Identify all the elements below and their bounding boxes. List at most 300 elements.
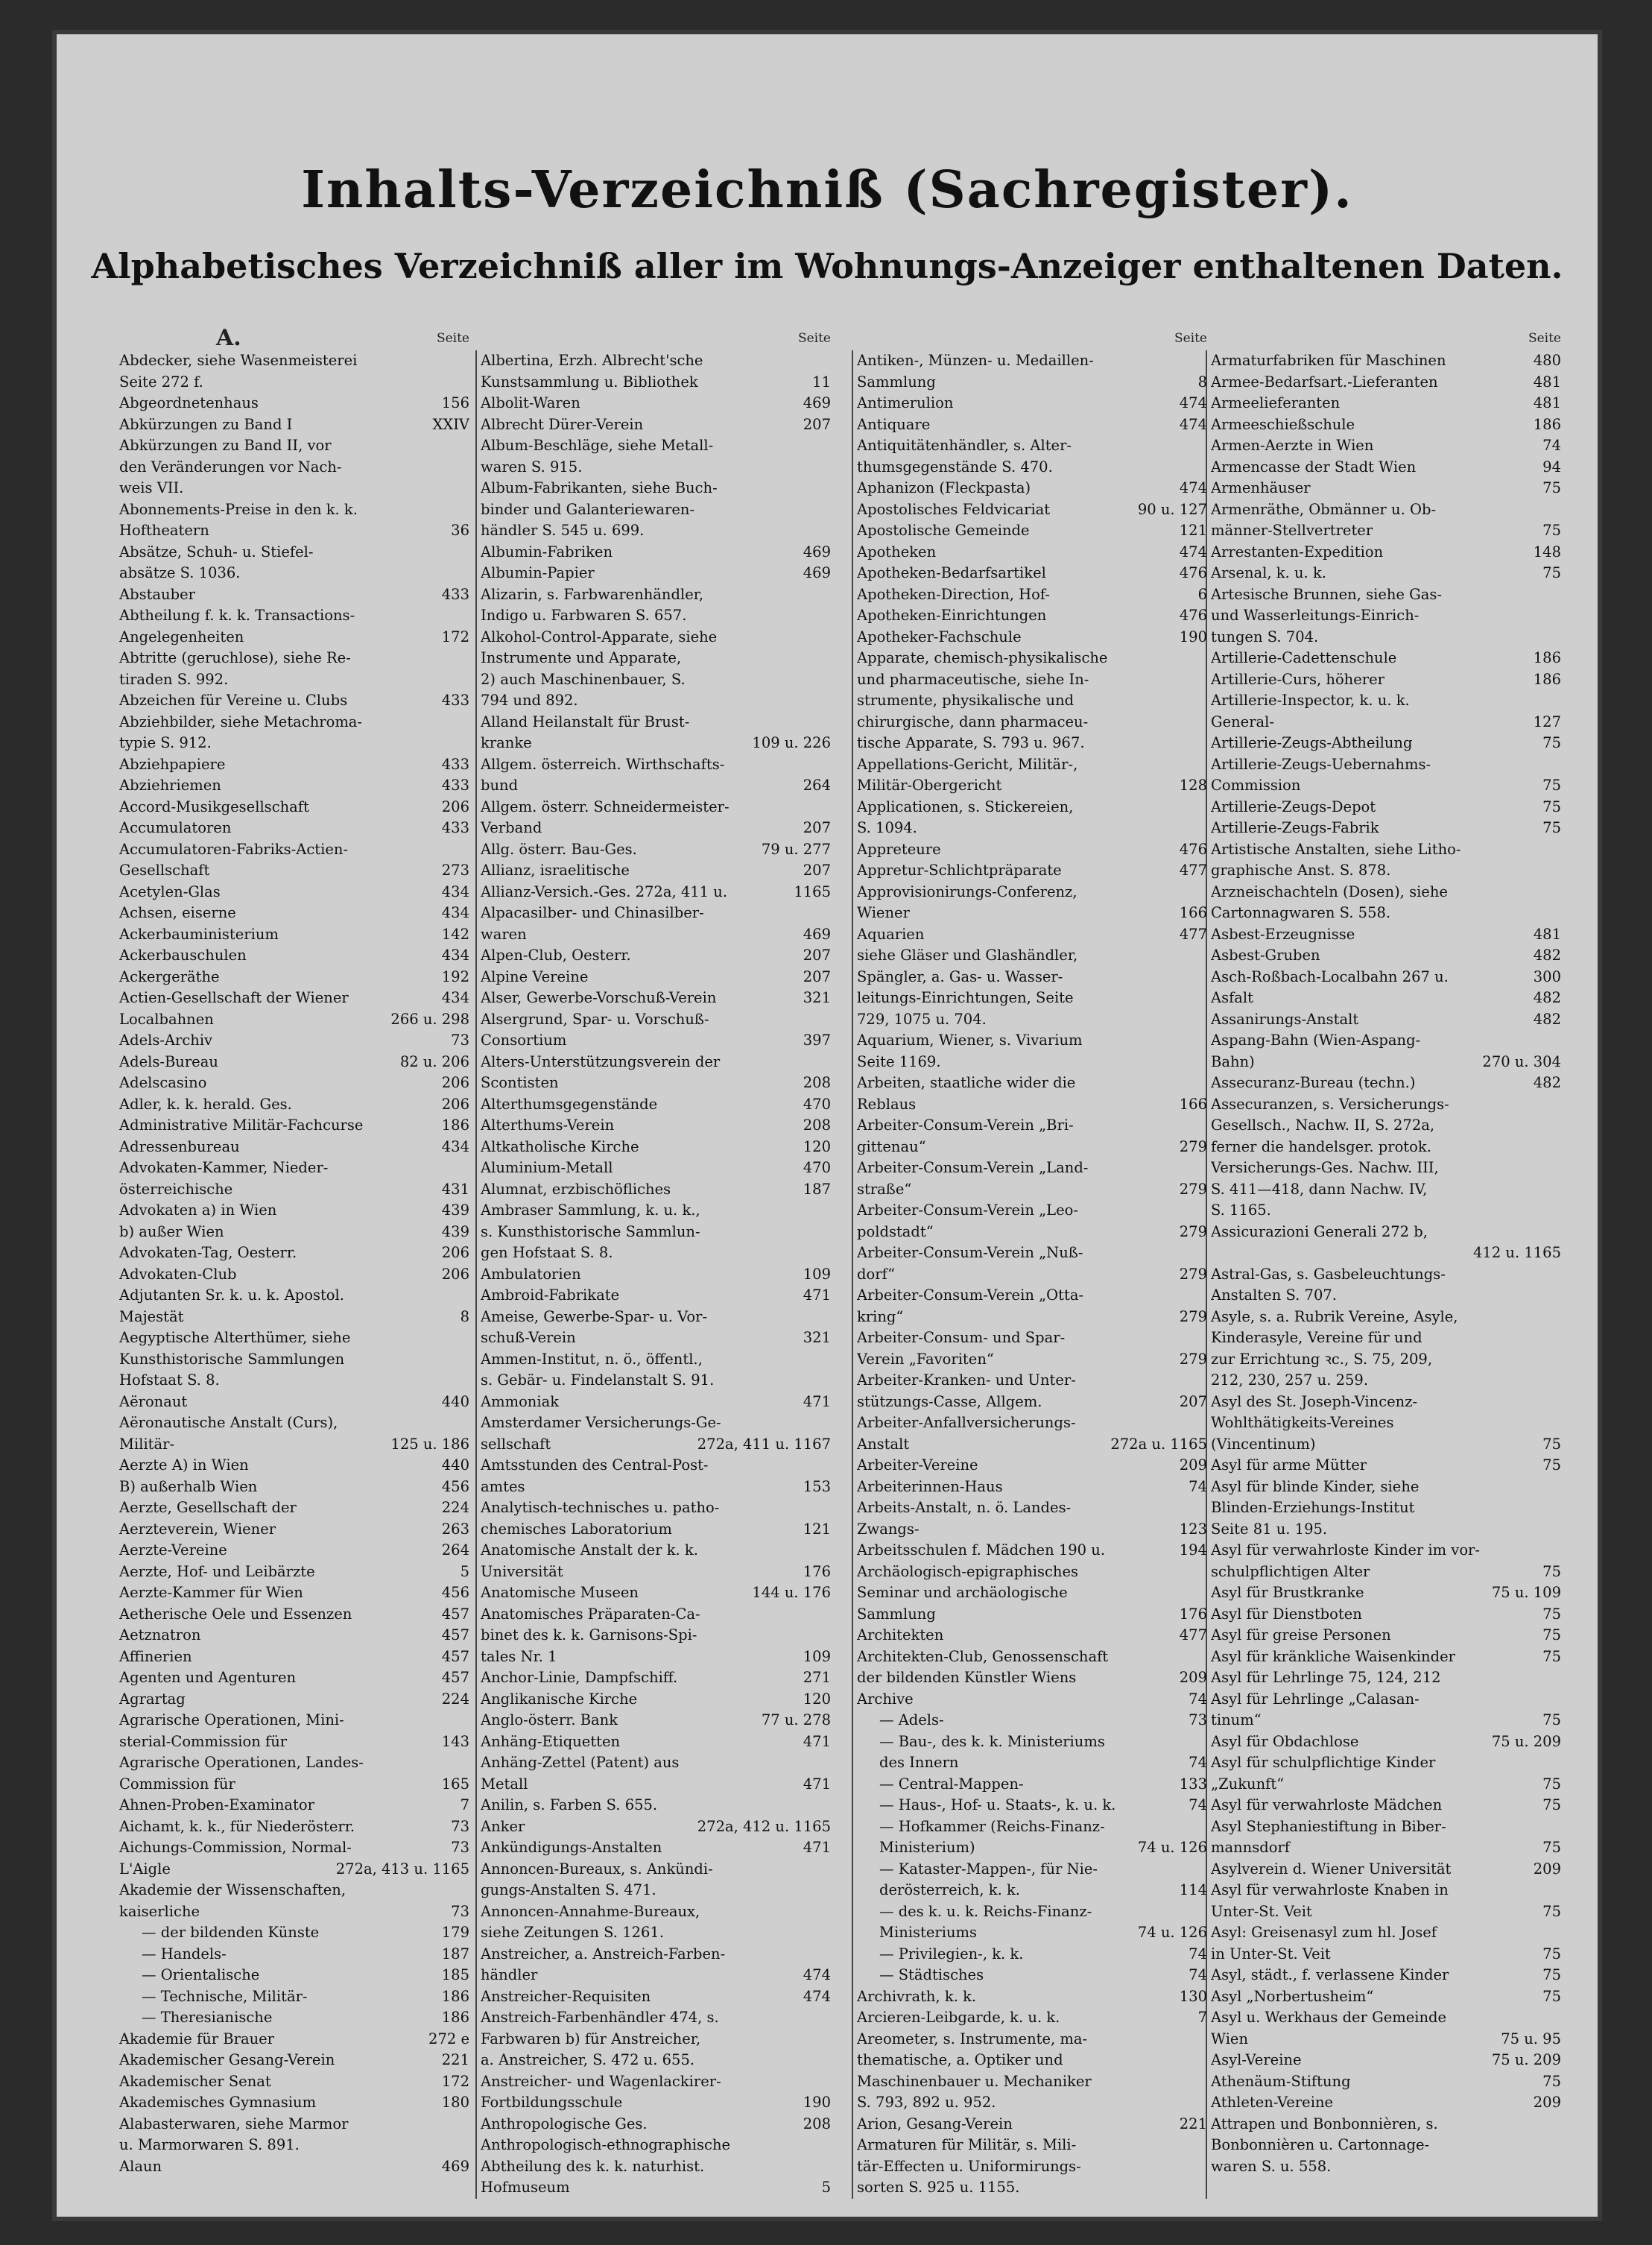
index-entry <box>119 1455 469 1477</box>
entry-term: Apostolische Gemeinde <box>857 522 1030 539</box>
entry-term: Ackergeräthe <box>119 967 220 985</box>
entry-page: 75 <box>1542 734 1561 751</box>
entry-page: 75 <box>1542 2072 1561 2090</box>
entry-term: Apostolisches Feldvicariat <box>857 500 1051 518</box>
entry-term: Wohlthätigkeits-Vereines <box>1211 1414 1394 1431</box>
entry-term: Arbeiter-Kranken- und Unter- <box>857 1371 1076 1389</box>
entry-term: Asyl-Vereine <box>1211 2051 1302 2068</box>
index-entry <box>857 945 1207 967</box>
index-entry <box>119 1222 469 1243</box>
entry-page: 440 <box>441 1456 469 1474</box>
entry-term: — Orientalische <box>142 1966 260 1983</box>
index-entry <box>1211 882 1561 903</box>
entry-term: Arbeiter-Consum-Verein „Land- <box>857 1159 1089 1176</box>
entry-page: 279 <box>1179 1222 1207 1240</box>
entry-page: 474 <box>1179 543 1207 561</box>
entry-term: Kinderasyle, Vereine für und <box>1211 1329 1422 1346</box>
entry-page: 474 <box>1179 479 1207 496</box>
entry-page: 75 <box>1542 1839 1561 1856</box>
index-entry <box>481 1264 831 1286</box>
index-entry <box>857 2029 1207 2050</box>
entry-term: Annoncen-Annahme-Bureaux, <box>481 1902 700 1920</box>
index-entry <box>119 1327 469 1349</box>
index-entry <box>119 2135 469 2156</box>
entry-term: Farbwaren b) für Anstreicher, <box>481 2030 701 2047</box>
index-entry <box>481 478 831 499</box>
entry-page: 5 <box>821 2179 831 2196</box>
entry-page: 75 <box>1542 1435 1561 1453</box>
index-entry <box>481 1752 831 1774</box>
entry-page: 75 <box>1542 479 1561 496</box>
index-entry <box>1211 1944 1561 1965</box>
entry-term: Ammoniak <box>481 1392 560 1410</box>
entry-term: Abziehbilder, siehe Metachroma- <box>119 713 363 730</box>
entry-page: 207 <box>803 415 831 433</box>
entry-page: 474 <box>1179 394 1207 411</box>
index-entry <box>1211 584 1561 606</box>
entry-page: 469 <box>803 543 831 561</box>
entry-term: — Technische, Militär- <box>142 1987 308 2005</box>
entry-term: Aerzte, Gesellschaft der <box>119 1499 297 1516</box>
index-entry <box>857 1582 1207 1604</box>
index-entry <box>1211 1795 1561 1816</box>
index-entry <box>857 1795 1207 1816</box>
index-entry <box>1211 712 1561 733</box>
entry-term: Anstreich-Farbenhändler 474, s. <box>481 2009 719 2026</box>
index-entry <box>857 1030 1207 1052</box>
index-entry <box>857 563 1207 584</box>
index-entry <box>1211 1540 1561 1562</box>
index-entry <box>119 733 469 754</box>
entry-term: leitungs-Einrichtungen, Seite <box>857 989 1074 1006</box>
index-entry <box>1211 2156 1561 2178</box>
entry-page: 206 <box>441 798 469 815</box>
entry-term: Akademie für Brauer <box>119 2030 275 2047</box>
entry-page: 321 <box>803 1329 831 1346</box>
entry-term: Abtheilung f. k. k. Transactions- <box>119 607 355 624</box>
entry-term: Gesellschaft <box>119 862 210 879</box>
entry-page: 185 <box>441 1966 469 1983</box>
entry-term: Alpen-Club, Oesterr. <box>481 947 631 964</box>
index-entry <box>119 648 469 669</box>
entry-page: 187 <box>803 1180 831 1198</box>
entry-term: 729, 1075 u. 704. <box>857 1010 987 1028</box>
entry-term: Areometer, s. Instrumente, ma- <box>857 2030 1088 2047</box>
index-entry <box>119 1009 469 1031</box>
entry-term: Asyl für kränkliche Waisenkinder <box>1211 1647 1455 1665</box>
index-entry <box>481 1455 831 1477</box>
index-entry <box>857 1816 1207 1838</box>
entry-term: Allgem. österreich. Wirthschafts- <box>481 755 725 773</box>
entry-page: 180 <box>441 2094 469 2111</box>
entry-term: Scontisten <box>481 1074 559 1091</box>
entry-term: Abtheilung des k. k. naturhist. <box>481 2157 705 2175</box>
index-entry <box>119 1392 469 1413</box>
entry-term: Alterthumsgegenstände <box>481 1095 658 1113</box>
index-entry <box>481 775 831 797</box>
index-entry <box>481 882 831 903</box>
index-entry <box>119 1859 469 1881</box>
entry-term: binet des k. k. Garnisons-Spi- <box>481 1626 697 1644</box>
entry-term: Album-Beschläge, siehe Metall- <box>481 437 714 454</box>
entry-term: Wiener <box>857 904 910 921</box>
index-entry <box>857 1392 1207 1413</box>
index-entry <box>857 1349 1207 1371</box>
index-entry <box>857 1094 1207 1116</box>
column-header <box>857 328 1207 350</box>
index-entry <box>857 1307 1207 1328</box>
index-entry <box>481 627 831 648</box>
entry-term: Aetznatron <box>119 1626 201 1644</box>
index-entry <box>1211 1434 1561 1456</box>
entry-term: Arsenal, k. u. k. <box>1211 564 1326 581</box>
entry-term: Aerzteverein, Wiener <box>119 1520 276 1538</box>
entry-term: Ambraser Sammlung, k. u. k., <box>481 1202 700 1219</box>
index-entry <box>481 1307 831 1328</box>
entry-page: 480 <box>1533 352 1561 369</box>
entry-term: Asyl Stephaniestiftung in Biber- <box>1211 1817 1446 1835</box>
entry-term: Anthropologisch-ethnographische <box>481 2136 731 2153</box>
index-entry <box>857 2156 1207 2178</box>
entry-page: 186 <box>1533 670 1561 688</box>
entry-page: 166 <box>1179 904 1207 921</box>
entry-term: Arrestanten-Expedition <box>1211 543 1384 561</box>
index-entry <box>481 542 831 563</box>
index-entry <box>119 1158 469 1179</box>
entry-term: Adjutanten Sr. k. u. k. Apostol. <box>119 1286 344 1304</box>
entry-page: 434 <box>441 1137 469 1155</box>
entry-term: Abzeichen für Vereine u. Clubs <box>119 692 348 709</box>
page-subtitle: Alphabetisches Verzeichniß aller im Wohnungs-Anzeiger enthaltenen Daten. <box>91 246 1563 286</box>
entry-term: Hofmuseum <box>481 2179 570 2196</box>
entry-term: Arbeiterinnen-Haus <box>857 1477 1003 1495</box>
entry-term: Commission für <box>119 1775 235 1793</box>
entry-term: Agenten und Agenturen <box>119 1669 297 1686</box>
entry-term: Adelscasino <box>119 1074 207 1091</box>
entry-term: Abonnements-Preise in den k. k. <box>119 500 358 518</box>
entry-term: — Central-Mappen- <box>879 1775 1024 1793</box>
entry-term: Athenäum-Stiftung <box>1211 2072 1351 2090</box>
entry-page: 433 <box>441 777 469 794</box>
entry-page: 75 <box>1542 1775 1561 1793</box>
entry-term: 212, 230, 257 u. 259. <box>1211 1371 1369 1389</box>
entry-term: a. Anstreicher, S. 472 u. 655. <box>481 2051 695 2068</box>
entry-page: 121 <box>803 1520 831 1538</box>
index-entry <box>481 2050 831 2071</box>
index-entry <box>857 1412 1207 1434</box>
index-entry <box>857 1562 1207 1583</box>
index-entry <box>1211 1689 1561 1711</box>
index-entry <box>857 712 1207 733</box>
index-entry <box>481 414 831 436</box>
entry-term: Arbeiter-Consum-Verein „Otta- <box>857 1286 1084 1304</box>
index-entry <box>119 1901 469 1923</box>
entry-term <box>1211 1243 1467 1264</box>
index-entry <box>481 797 831 818</box>
index-entry <box>481 2114 831 2135</box>
entry-term: Adressenbureau <box>119 1137 240 1155</box>
entry-page: 142 <box>441 925 469 943</box>
section-letter: A. <box>216 325 241 351</box>
entry-term: Fortbildungsschule <box>481 2094 623 2111</box>
entry-term: Apotheken-Direction, Hof- <box>857 585 1051 603</box>
entry-term: Alterthums-Verein <box>481 1117 615 1134</box>
entry-page: 457 <box>441 1605 469 1623</box>
index-entry <box>857 2114 1207 2135</box>
entry-page: 75 u. 209 <box>1491 1732 1561 1750</box>
index-entry <box>857 499 1207 521</box>
entry-term: Agrarische Operationen, Mini- <box>119 1711 344 1728</box>
entry-term: Architekten-Club, Genossenschaft <box>857 1647 1109 1665</box>
entry-page: 94 <box>1542 458 1561 476</box>
index-entry <box>481 1837 831 1859</box>
entry-page: 90 u. 127 <box>1137 500 1207 518</box>
entry-term: Asbest-Gruben <box>1211 947 1320 964</box>
entry-term: Alpacasilber- und Chinasilber- <box>481 904 704 921</box>
entry-term: Anthropologische Ges. <box>481 2115 648 2132</box>
entry-term: Appellations-Gericht, Militär-, <box>857 755 1078 773</box>
entry-term: Aquarien <box>857 925 925 943</box>
entry-term: Approvisionirungs-Conferenz, <box>857 882 1077 900</box>
index-entry <box>1211 1243 1561 1264</box>
entry-term: Akademischer Gesang-Verein <box>119 2051 335 2068</box>
entry-term: — Haus-, Hof- u. Staats-, k. u. k. <box>879 1796 1116 1813</box>
index-entry <box>1211 1179 1561 1201</box>
index-entry <box>857 860 1207 882</box>
index-entry <box>1211 1052 1561 1073</box>
index-entry <box>1211 754 1561 776</box>
entry-page: 209 <box>1533 1860 1561 1878</box>
entry-term: 794 und 892. <box>481 692 578 709</box>
entry-term: s. Gebär- u. Findelanstalt S. 91. <box>481 1371 715 1389</box>
index-entry <box>119 2050 469 2071</box>
entry-page: 1165 <box>794 882 831 900</box>
index-entry <box>119 605 469 627</box>
entry-term: Aichungs-Commission, Normal- <box>119 1839 352 1856</box>
entry-term: Armenhäuser <box>1211 479 1311 496</box>
index-entry <box>481 1646 831 1668</box>
entry-term: Asyle, s. a. Rubrik Vereine, Asyle, <box>1211 1307 1458 1325</box>
index-entry <box>1211 435 1561 457</box>
entry-page: 109 u. 226 <box>752 734 831 751</box>
entry-page: 186 <box>441 1117 469 1134</box>
index-entry <box>119 2029 469 2050</box>
entry-term: Maschinenbauer u. Mechaniker <box>857 2072 1092 2090</box>
index-entry <box>1211 860 1561 882</box>
entry-page: 73 <box>1189 1711 1207 1728</box>
entry-term: Bonbonnièren u. Cartonnage- <box>1211 2136 1430 2153</box>
index-entry <box>1211 2135 1561 2156</box>
entry-term: Archivrath, k. k. <box>857 1987 977 2005</box>
entry-term: Asyl, städt., f. verlassene Kinder <box>1211 1966 1449 1983</box>
entry-term: Arbeiter-Consum-Verein „Leo- <box>857 1202 1079 1219</box>
entry-page: 224 <box>441 1690 469 1708</box>
entry-page: XXIV <box>432 415 469 433</box>
entry-page: 75 <box>1542 798 1561 815</box>
entry-term: Indigo u. Farbwaren S. 657. <box>481 607 687 624</box>
entry-page: 279 <box>1179 1137 1207 1155</box>
index-entry <box>857 903 1207 924</box>
index-entry <box>857 1646 1207 1668</box>
index-entry <box>1211 1094 1561 1116</box>
index-entry <box>481 1412 831 1434</box>
index-entry <box>857 1859 1207 1881</box>
index-entry <box>857 1477 1207 1498</box>
index-entry <box>481 393 831 414</box>
index-entry <box>1211 1922 1561 1944</box>
entry-term: Aëronautische Anstalt (Curs), <box>119 1414 338 1431</box>
index-entry <box>119 350 469 372</box>
entry-term: S. 793, 892 u. 952. <box>857 2094 996 2111</box>
index-entry <box>119 1752 469 1774</box>
index-entry <box>481 967 831 988</box>
index-entry <box>1211 627 1561 648</box>
index-entry <box>1211 2007 1561 2029</box>
entry-page: 194 <box>1179 1541 1207 1559</box>
index-entry <box>481 1327 831 1349</box>
entry-term: Affinerien <box>119 1647 192 1665</box>
page-title: Inhalts-Verzeichniß (Sachregister). <box>301 160 1353 220</box>
entry-term: Aegyptische Alterthümer, siehe <box>119 1329 351 1346</box>
entry-page: 433 <box>441 692 469 709</box>
index-entry <box>1211 1200 1561 1222</box>
entry-page: 471 <box>803 1286 831 1304</box>
entry-term: Anatomisches Präparaten-Ca- <box>481 1605 700 1623</box>
index-entry <box>481 903 831 924</box>
entry-page: 209 <box>1533 2094 1561 2111</box>
entry-term: b) außer Wien <box>119 1222 224 1240</box>
index-entry <box>119 457 469 479</box>
entry-page: 279 <box>1179 1307 1207 1325</box>
entry-page: 474 <box>1179 415 1207 433</box>
entry-term: Amtsstunden des Central-Post- <box>481 1456 709 1474</box>
index-entry <box>481 1073 831 1094</box>
index-entry <box>1211 1009 1561 1031</box>
entry-page: 206 <box>441 1244 469 1261</box>
entry-term: Acetylen-Glas <box>119 882 221 900</box>
entry-term: — der bildenden Künste <box>142 1924 320 1941</box>
entry-term: Abtritte (geruchlose), siehe Re- <box>119 649 351 666</box>
index-entry <box>119 1880 469 1901</box>
entry-term: Agrartag <box>119 1690 186 1708</box>
index-entry <box>1211 1158 1561 1179</box>
entry-term: — Handels- <box>142 1945 227 1963</box>
index-entry <box>1211 1370 1561 1392</box>
index-entry <box>857 1944 1207 1965</box>
entry-term: Apotheken <box>857 543 937 561</box>
index-entry <box>119 669 469 691</box>
entry-term: Asyl des St. Joseph-Vincenz- <box>1211 1392 1418 1410</box>
entry-term: Ammen-Institut, n. ö., öffentl., <box>481 1350 703 1368</box>
entry-page: 474 <box>803 1987 831 2005</box>
index-entry <box>1211 542 1561 563</box>
entry-page: 272a, 413 u. 1165 <box>335 1860 469 1878</box>
index-entry <box>119 1349 469 1371</box>
entry-page: 434 <box>441 904 469 921</box>
entry-term: sterial-Commission für <box>119 1732 288 1750</box>
entry-page: 190 <box>1179 628 1207 645</box>
entry-term: Aphanizon (Fleckpasta) <box>857 479 1031 496</box>
seite-label: Seite <box>1528 331 1561 346</box>
entry-page: 75 <box>1542 1987 1561 2005</box>
entry-term: Apparate, chemisch-physikalische <box>857 649 1108 666</box>
index-entry <box>1211 1477 1561 1498</box>
entry-page: 482 <box>1533 1074 1561 1091</box>
index-entry <box>1211 1519 1561 1541</box>
entry-term: Athleten-Vereine <box>1211 2094 1334 2111</box>
entry-term: thematische, a. Optiker und <box>857 2051 1063 2068</box>
index-entry <box>119 2092 469 2114</box>
entry-term: Ameise, Gewerbe-Spar- u. Vor- <box>481 1307 708 1325</box>
index-entry <box>481 945 831 967</box>
index-entry <box>481 712 831 733</box>
entry-page: 75 <box>1542 819 1561 836</box>
index-entry <box>857 1009 1207 1031</box>
index-entry <box>481 1859 831 1881</box>
entry-term: Angelegenheiten <box>119 628 244 645</box>
entry-term: Asyl u. Werkhaus der Gemeinde <box>1211 2009 1447 2026</box>
entry-term: thumsgegenstände S. 470. <box>857 458 1053 476</box>
entry-page: 412 u. 1165 <box>1473 1244 1561 1261</box>
index-entry <box>857 1837 1207 1859</box>
index-entry <box>857 584 1207 606</box>
entry-term: B) außerhalb Wien <box>119 1477 258 1495</box>
entry-page: 172 <box>441 628 469 645</box>
index-entry <box>119 1710 469 1731</box>
index-entry <box>1211 1030 1561 1052</box>
index-entry <box>481 2071 831 2093</box>
index-entry <box>857 1158 1207 1179</box>
index-entry <box>1211 1604 1561 1626</box>
entry-term: gen Hofstaat S. 8. <box>481 1244 613 1261</box>
index-entry <box>481 1392 831 1413</box>
entry-page: 439 <box>441 1222 469 1240</box>
entry-term: Armen-Aerzte in Wien <box>1211 437 1374 454</box>
index-entry <box>481 1774 831 1796</box>
index-entry <box>857 967 1207 988</box>
index-entry <box>481 988 831 1009</box>
index-entry <box>857 2071 1207 2093</box>
entry-page: 272a u. 1165 <box>1110 1435 1207 1453</box>
index-entry <box>481 1625 831 1646</box>
entry-term: Abziehpapiere <box>119 755 226 773</box>
entry-term: Reblaus <box>857 1095 917 1113</box>
entry-term: Artesische Brunnen, siehe Gas- <box>1211 585 1442 603</box>
index-entry <box>481 924 831 946</box>
index-entry <box>857 1880 1207 1901</box>
entry-term: Astral-Gas, s. Gasbeleuchtungs- <box>1211 1265 1446 1283</box>
entry-term: Versicherungs-Ges. Nachw. III, <box>1211 1159 1439 1176</box>
index-entry <box>481 350 831 372</box>
entry-term: Arbeiter-Vereine <box>857 1456 978 1474</box>
entry-term: Anhäng-Etiquetten <box>481 1732 621 1750</box>
index-entry <box>481 1285 831 1307</box>
index-entry <box>1211 988 1561 1009</box>
entry-term: siehe Zeitungen S. 1261. <box>481 1924 665 1941</box>
index-entry <box>857 1200 1207 1222</box>
index-entry <box>1211 690 1561 712</box>
column-divider <box>475 350 477 2199</box>
index-entry <box>857 2050 1207 2071</box>
entry-term: Asyl für Lehrlinge 75, 124, 212 <box>1211 1669 1441 1686</box>
index-entry <box>481 1243 831 1264</box>
entry-term: Seite 1169. <box>857 1052 941 1070</box>
entry-term: straße“ <box>857 1180 912 1198</box>
entry-page: 121 <box>1179 522 1207 539</box>
entry-page: 144 u. 176 <box>752 1584 831 1601</box>
seite-label: Seite <box>436 331 469 346</box>
index-entry <box>481 818 831 839</box>
